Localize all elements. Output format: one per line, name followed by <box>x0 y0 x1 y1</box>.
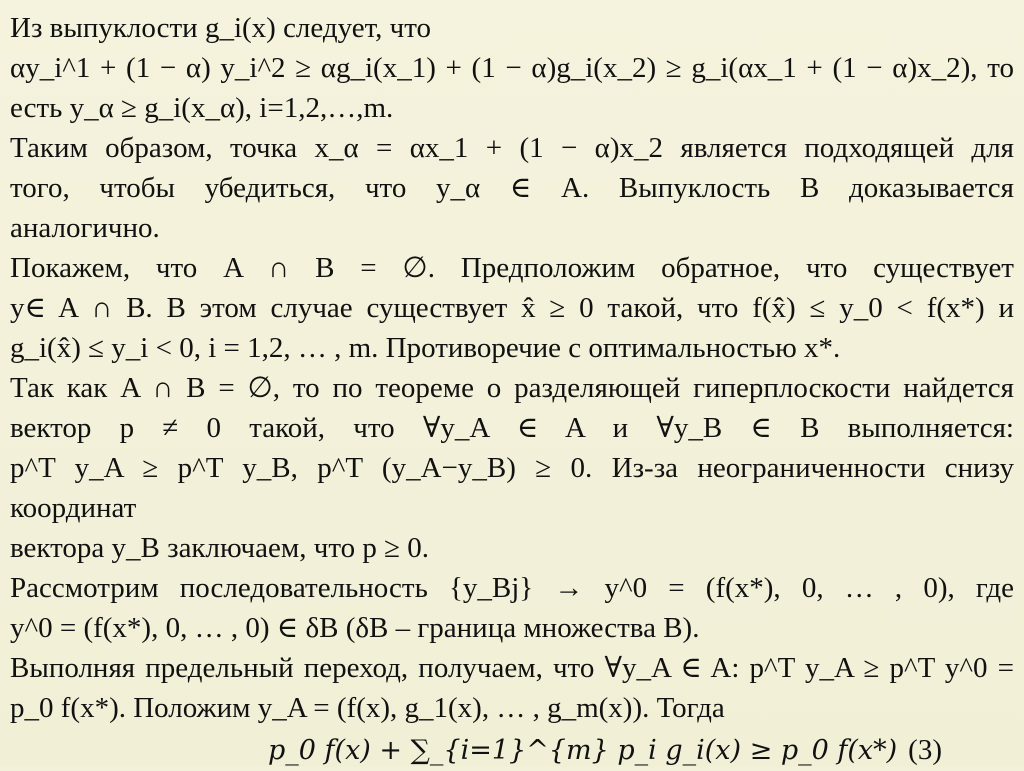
text-line: y∈ A ∩ B. В этом случае существует x̂ ≥ 0 такой, что f(x̂) ≤ y_0 < f(x*) и <box>10 292 1014 324</box>
proof-text <box>10 8 1014 771</box>
text-line: p^T y_A ≥ p^T y_B, p^T (y_A−y_B) ≥ 0. Из-за неограниченности снизу координат <box>10 452 1014 524</box>
text-line: y^0 = (f(x*), 0, … , 0) ∈ δB (δB – граница множества B). <box>10 612 700 644</box>
text-line: аналогично. <box>10 212 160 244</box>
text-line: Так как A ∩ B = ∅, то по теореме о разделяющей гиперплоскости найдется <box>10 372 1014 404</box>
text-line: вектора y_B заключаем, что p ≥ 0. <box>10 532 430 564</box>
text-line: Рассмотрим последовательность {y_Bj} → y^0 = (f(x*), 0, … , 0), где <box>10 572 1014 604</box>
equation-3: p_0 f(x) + ∑_{i=1}^{m} p_i g_i(x) ≥ p_0 f(x*) <box>268 735 898 766</box>
text-line: вектор p ≠ 0 такой, что ∀y_A ∈ A и ∀y_B ∈ B выполняется: <box>10 412 1014 444</box>
text-line: есть y_α ≥ g_i(x_α), i=1,2,…,m. <box>10 92 394 124</box>
equation-row <box>10 730 1014 771</box>
text-line: Из выпуклости g_i(x) следует, что <box>10 12 432 44</box>
text-line: Выполняя предельный переход, получаем, что ∀y_A ∈ A: p^T y_A ≥ p^T y^0 = <box>10 652 1014 684</box>
text-line: того, чтобы убедиться, что y_α ∈ A. Выпуклость B доказывается <box>10 172 1014 204</box>
text-line: p_0 f(x*). Положим y_A = (f(x), g_1(x), … , g_m(x)). Тогда <box>10 692 725 724</box>
text-line: Таким образом, точка x_α = αx_1 + (1 − α)x_2 является подходящей для <box>10 132 1014 164</box>
text-line: g_i(x̂) ≤ y_i < 0, i = 1,2, … , m. Противоречие с оптимальностью x*. <box>10 332 841 364</box>
text-line: αy_i^1 + (1 − α) y_i^2 ≥ αg_i(x_1) + (1 − α)g_i(x_2) ≥ g_i(αx_1 + (1 − α)x_2), то <box>10 52 1014 84</box>
text-line: Покажем, что A ∩ B = ∅. Предположим обратное, что существует <box>10 252 1014 284</box>
equation-number: (3) <box>908 734 942 766</box>
